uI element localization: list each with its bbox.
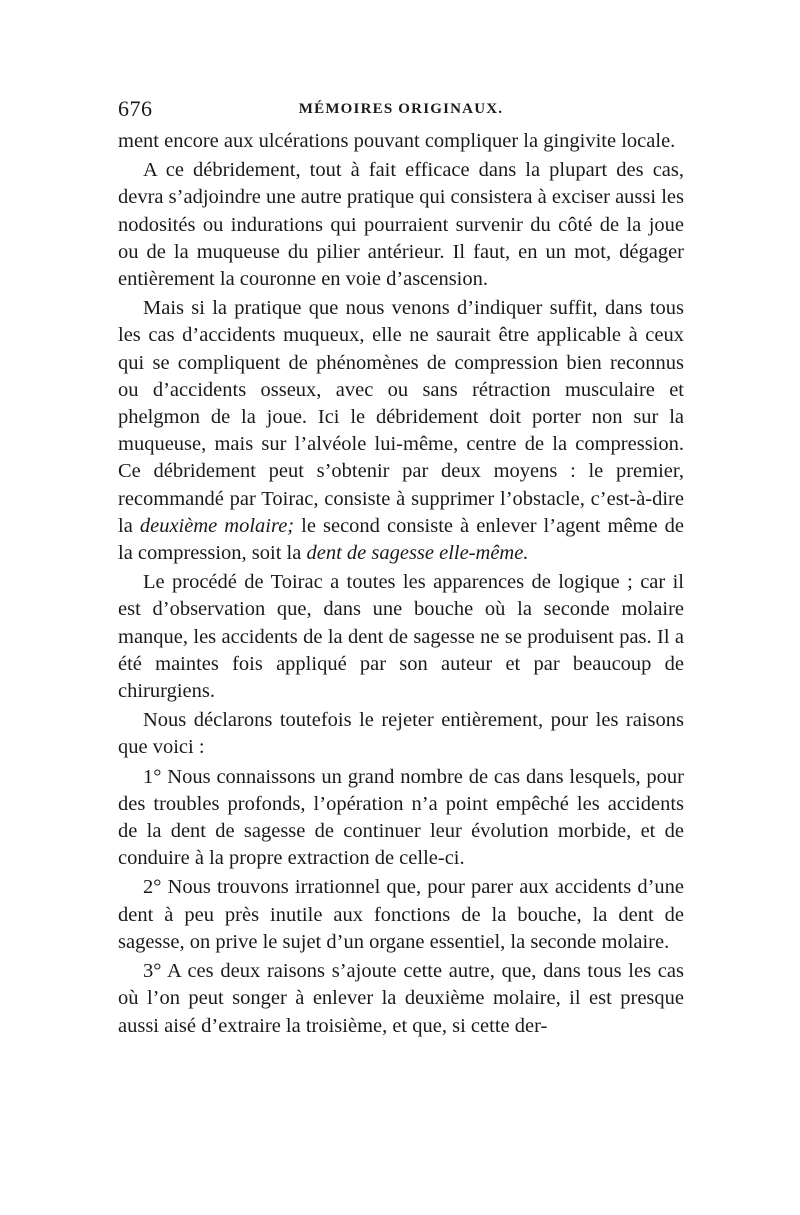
paragraph-reason-2: 2° Nous trouvons irrationnel que, pour parer aux accidents d’une dent à peu près inutile aux fonctions de la bouche, la dent de sagesse, on prive le sujet d’un organe essentiel, la seconde molaire.: [118, 876, 684, 953]
paragraph-rejection: Nous déclarons toutefois le rejeter entièrement, pour les raisons que voici :: [118, 709, 684, 759]
paragraph-continuation: ment encore aux ulcérations pouvant compliquer la gingivite locale.: [118, 130, 676, 152]
paragraph-text-part: Mais si la pratique que nous venons d’indiquer suffit, dans tous les cas d’accidents muqueux, elle ne saurait être applicable à ceux qui se compliquent de phénomènes de compression bien reconnus ou d’accidents osseux, avec ou sans rétraction musculaire et phelgmon de la joue. Ici le débridement doit porter non sur la muqueuse, mais sur l’alvéole lui-même, centre de la compression. Ce débridement peut s’obtenir par deux moyens : le premier, recommandé par Toirac, consiste à supprimer l’obstacle, c’est-à-dire la: [118, 297, 684, 537]
paragraph-debridement: A ce débridement, tout à fait efficace dans la plupart des cas, devra s’adjoindre une autre pratique qui consistera à exciser aussi les nodosités ou indurations qui pourraient survenir du côté de la joue ou de la muqueuse du pilier antérieur. Il faut, en un mot, dégager entièrement la couronne en voie d’ascension.: [118, 159, 684, 291]
page-number: 676: [118, 96, 153, 121]
italic-term: dent de sagesse elle-même.: [306, 542, 529, 565]
paragraph-compression: [118, 295, 684, 567]
paragraph-reason-1: 1° Nous connaissons un grand nombre de cas dans lesquels, pour des troubles profonds, l’opération n’a point empêché les accidents de la dent de sagesse de continuer leur évolution morbide, et de conduire à la propre extraction de celle-ci.: [118, 765, 684, 870]
running-title: MÉMOIRES ORIGINAUX.: [298, 101, 504, 117]
italic-term: deuxième molaire;: [139, 514, 295, 537]
page-header: [118, 96, 684, 126]
paragraph-reason-3: 3° A ces deux raisons s’ajoute cette autre, que, dans tous les cas où l’on peut songer à enlever la deuxième molaire, il est presque aussi aisé d’extraire la troisième, et que, si cette der-: [118, 960, 684, 1037]
body-text: [118, 128, 684, 1040]
paragraph-text-part: le second consiste à enlever l’agent même de la compression, soit la: [118, 514, 684, 565]
paragraph-toirac: Le procédé de Toirac a toutes les apparences de logique ; car il est d’observation que, dans une bouche où la seconde molaire manque, les accidents de la dent de sagesse ne se produisent pas. Il a été maintes fois appliqué par son auteur et par beaucoup de chirurgiens.: [118, 571, 684, 703]
